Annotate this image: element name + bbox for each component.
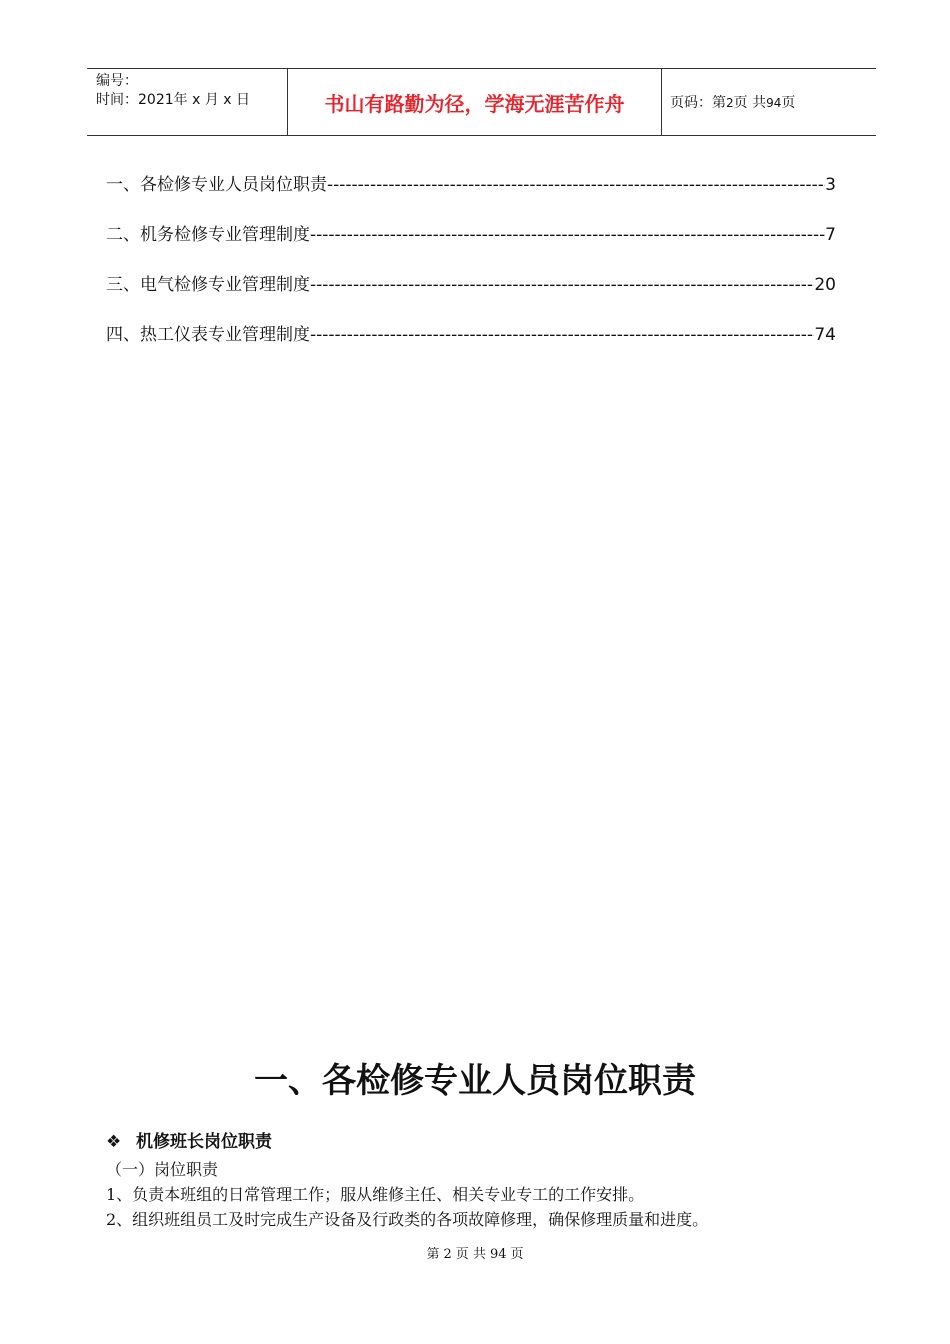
time-year: 2021 [138,92,174,108]
page-header [87,68,876,136]
toc-entry-page: 7 [825,225,836,245]
time-label: 时间： [96,92,138,108]
toc-leader [310,322,814,348]
header-page-info [670,93,795,113]
footer-suffix: 页 [510,1247,524,1262]
subheading-text: 机修班长岗位职责 [136,1132,272,1152]
section-title: 一、各检修专业人员岗位职责 [254,1061,696,1101]
table-of-contents [106,172,836,372]
body-line: （一）岗位职责 [106,1160,219,1179]
body-line: 2、组织班组员工及时完成生产设备及行政类的各项故障修理，确保修理质量和进度。 [106,1210,709,1229]
page-suffix: 页 [781,95,796,111]
page-mid: 页 共 [733,95,767,111]
toc-entry-title: 三、电气检修专业管理制度 [106,275,310,295]
body-line: 1、负责本班组的日常管理工作；服从维修主任、相关专业专工的工作安排。 [106,1185,645,1204]
toc-leader [310,222,825,248]
page-total: 94 [766,96,782,110]
time-suffix: 年 x 月 x 日 [173,92,251,108]
page-prefix: 页码：第 [670,95,726,111]
footer-total: 94 [489,1247,507,1262]
header-motto: 书山有路勤为径，学海无涯苦作舟 [324,92,625,116]
document-number-label: 编号： [96,73,138,89]
page-footer [0,1246,950,1264]
subheading [106,1130,272,1154]
toc-entry-title: 二、机务检修专业管理制度 [106,225,310,245]
footer-mid: 页 共 [455,1247,486,1262]
document-time [96,91,250,109]
toc-entry[interactable] [106,222,836,272]
toc-leader [310,272,814,298]
diamond-bullet-icon: ❖ [106,1132,122,1152]
page-current: 2 [726,96,734,110]
toc-entry-title: 一、各检修专业人员岗位职责 [106,175,327,195]
toc-entry[interactable] [106,322,836,372]
toc-entry-title: 四、热工仪表专业管理制度 [106,325,310,345]
toc-entry-page: 74 [814,325,836,345]
footer-current: 2 [443,1247,452,1262]
toc-entry[interactable] [106,172,836,222]
toc-entry-page: 20 [814,275,836,295]
footer-prefix: 第 [426,1247,440,1262]
toc-entry-page: 3 [825,175,836,195]
toc-entry[interactable] [106,272,836,322]
header-divider [661,69,662,135]
toc-leader [327,172,825,198]
